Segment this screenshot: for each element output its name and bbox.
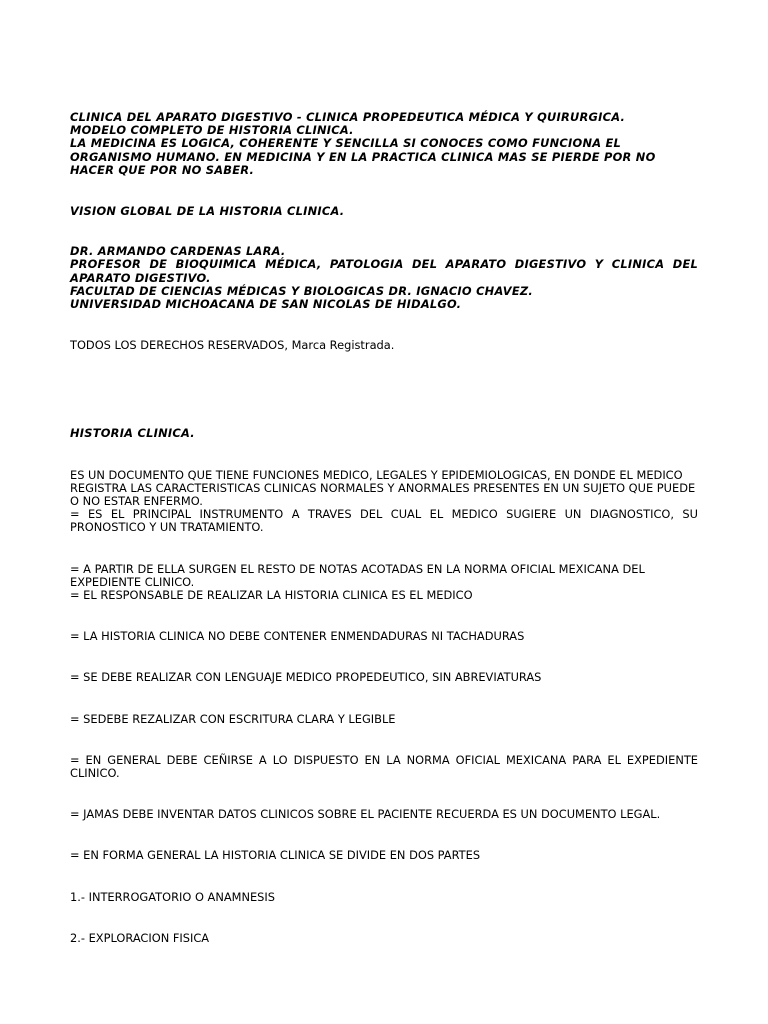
definition-text: ES UN DOCUMENTO QUE TIENE FUNCIONES MEDICO, LEGALES Y EPIDEMIOLOGICAS, EN DONDE EL MEDICO REGISTRA LAS CARACTERISTICAS CLINICAS NORMALES Y ANORMALES PRESENTES EN UN SUJETO QUE PUEDE O NO ESTAR ENFERMO. (70, 467, 696, 509)
author-university: UNIVERSIDAD MICHOACANA DE SAN NICOLAS DE HIDALGO. (70, 297, 462, 312)
rule-item: = SE DEBE REALIZAR CON LENGUAJE MEDICO PROPEDEUTICO, SIN ABREVIATURAS (70, 670, 542, 685)
author-faculty: FACULTAD DE CIENCIAS MÉDICAS Y BIOLOGICAS DR. IGNACIO CHAVEZ. (70, 283, 533, 298)
notes-origin-text: = A PARTIR DE ELLA SURGEN EL RESTO DE NOTAS ACOTADAS EN LA NORMA OFICIAL MEXICANA DEL EXPEDIENTE CLINICO. (70, 561, 645, 589)
overview-title: VISION GLOBAL DE LA HISTORIA CLINICA. (70, 204, 345, 219)
rule-item: = EN GENERAL DEBE CEÑIRSE A LO DISPUESTO EN LA NORMA OFICIAL MEXICANA PARA EL EXPEDIENTE CLINICO. (70, 752, 698, 781)
notes-paragraph (70, 563, 698, 603)
rule-item: = JAMAS DEBE INVENTAR DATOS CLINICOS SOBRE EL PACIENTE RECUERDA ES UN DOCUMENTO LEGAL. (70, 807, 661, 822)
author-position: PROFESOR DE BIOQUIMICA MÉDICA, PATOLOGIA DEL APARATO DIGESTIVO Y CLINICA DEL APARATO DIGESTIVO. (70, 257, 698, 285)
responsible-text: = EL RESPONSABLE DE REALIZAR LA HISTORIA CLINICA ES EL MEDICO (70, 588, 473, 603)
document-page (70, 111, 698, 945)
rule-item: = EN FORMA GENERAL LA HISTORIA CLINICA SE DIVIDE EN DOS PARTES (70, 848, 481, 863)
rights-notice: TODOS LOS DERECHOS RESERVADOS, Marca Registrada. (70, 338, 395, 353)
header-motto-line: LA MEDICINA ES LOGICA, COHERENTE Y SENCILLA SI CONOCES COMO FUNCIONA EL ORGANISMO HUMANO. EN MEDICINA Y EN LA PRACTICA CLINICA MAS SE PIERDE POR NO HACER QUE POR NO SABER. (70, 136, 656, 177)
header-course-line: CLINICA DEL APARATO DIGESTIVO - CLINICA PROPEDEUTICA MÉDICA Y QUIRURGICA. (70, 110, 626, 124)
header-model-line: MODELO COMPLETO DE HISTORIA CLINICA. (70, 123, 354, 138)
rule-item: = LA HISTORIA CLINICA NO DEBE CONTENER ENMENDADURAS NI TACHADURAS (70, 629, 525, 644)
definition-paragraph (70, 469, 698, 535)
document-header (70, 111, 698, 177)
rule-item: = SEDEBE REZALIZAR CON ESCRITURA CLARA Y LEGIBLE (70, 711, 396, 726)
section-title: HISTORIA CLINICA. (70, 426, 195, 441)
author-name: DR. ARMANDO CARDENAS LARA. (70, 244, 286, 259)
part-item: 2.- EXPLORACION FISICA (70, 930, 210, 945)
part-item: 1.- INTERROGATORIO O ANAMNESIS (70, 889, 276, 904)
instrument-text: = ES EL PRINCIPAL INSTRUMENTO A TRAVES DEL CUAL EL MEDICO SUGIERE UN DIAGNOSTICO, SU PRONOSTICO Y UN TRATAMIENTO. (70, 507, 698, 535)
author-block (70, 245, 698, 311)
